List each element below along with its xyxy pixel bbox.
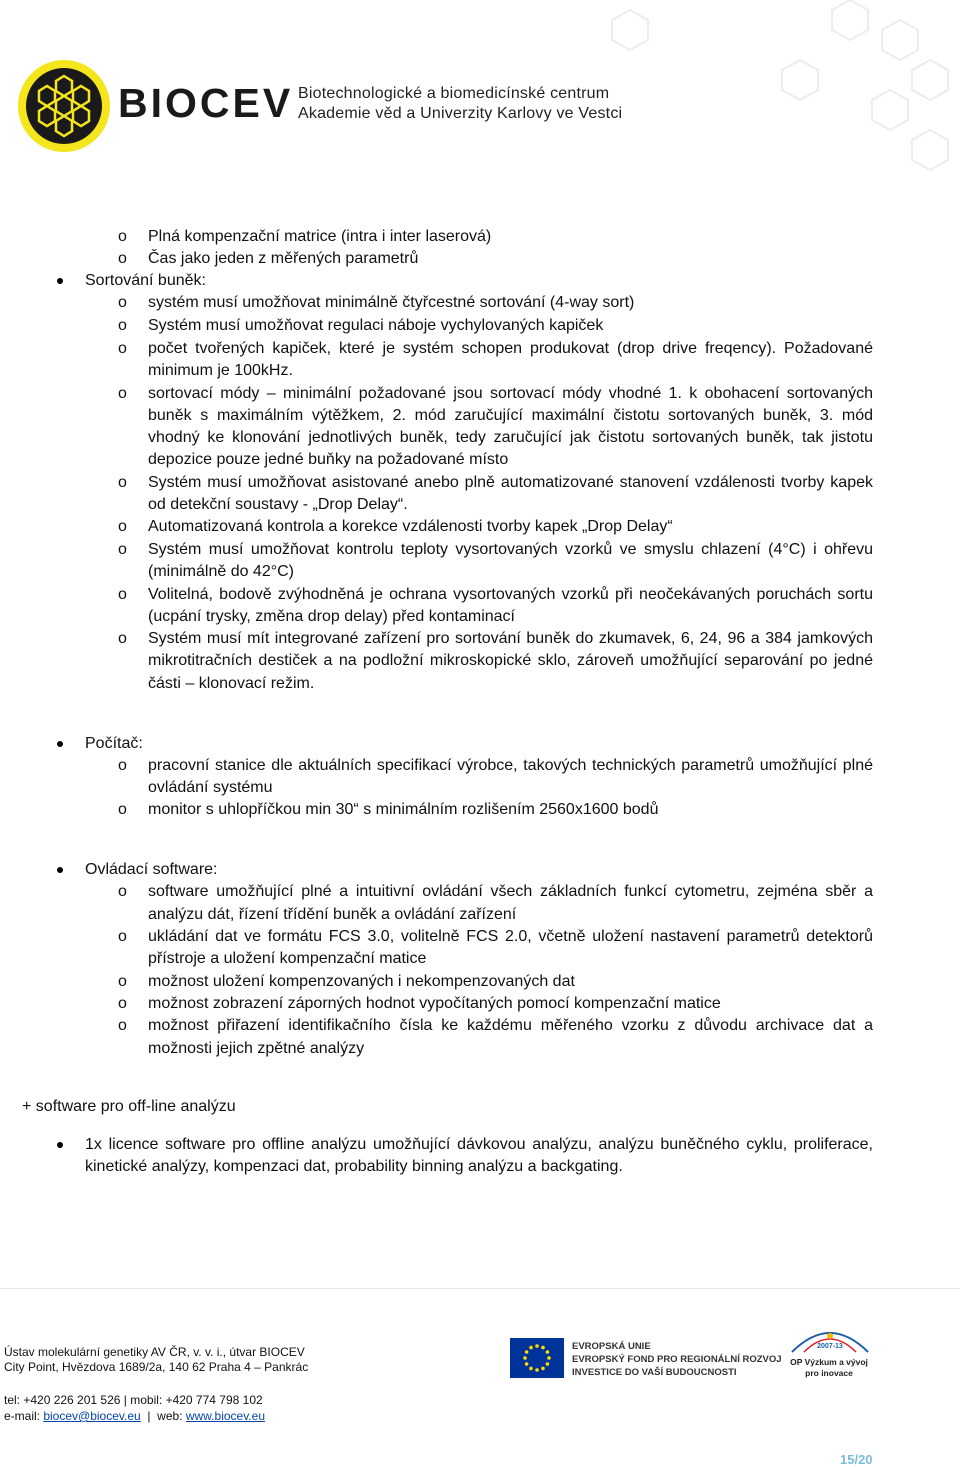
bullet-dot [57,867,63,873]
section-heading-software: Ovládací software: [85,861,218,878]
op-text [786,1357,872,1379]
sub-bullet: o [118,385,127,402]
list-item: Volitelná, bodově zvýhodněná je ochrana vysortovaných vzorků při neočekávaných poruchách sortu [148,586,873,603]
sub-bullet: o [118,928,127,945]
biocev-logo-icon [16,58,112,154]
list-item: Čas jako jeden z měřených parametrů [148,250,419,267]
bullet-dot [57,278,63,284]
list-item: Systém musí umožňovat kontrolu teploty vysortovaných vzorků ve smyslu chlazení (4°C) i ohřevu [148,541,873,558]
sub-bullet: o [118,228,127,245]
eu-text [572,1340,782,1379]
list-item: ukládání dat ve formátu FCS 3.0, volitelně FCS 2.0, včetně uložení nastavení parametrů detektorů [148,928,873,945]
op-line1: OP Výzkum a vývoj [790,1357,868,1367]
sub-bullet: o [118,541,127,558]
page-number: 15/20 [840,1452,873,1467]
list-item-cont: buněk s maximálním výtěžkem, 2. mód zaručující maximální čistotu sortovaných buněk, 3. mód [148,407,873,424]
list-item: Systém musí umožňovat regulaci náboje vychylovaných kapiček [148,317,604,334]
list-item-cont: kinetické analýzy, kompenzaci dat, probability binning analýzu a backgating. [85,1158,623,1175]
list-item: systém musí umožňovat minimálně čtyřcestné sortování (4-way sort) [148,294,635,311]
list-item: 1x licence software pro offline analýzu umožňující dávkovou analýzu, analýzu buněčného cyklu, proliferace, [85,1136,873,1153]
bullet-dot [57,1142,63,1148]
eu-flag-icon [510,1338,564,1378]
offline-heading: + software pro off-line analýzu [22,1098,236,1115]
tagline-line2: Akademie věd a Univerzity Karlovy ve Vestci [298,105,623,122]
logo-wordmark: BIOCEV [118,80,294,126]
sub-bullet: o [118,317,127,334]
list-item-cont: vhodný ke klonování jednotlivých buněk, tedy zaručující jak čistotu sortovaných buněk, tak jistotu [148,429,873,446]
sub-bullet: o [118,630,127,647]
list-item-cont: (ucpání trysky, změna drop delay) před kontaminací [148,608,515,625]
sub-bullet: o [118,757,127,774]
sub-bullet: o [118,973,127,990]
sub-bullet: o [118,340,127,357]
bullet-dot [57,741,63,747]
footer-contact [4,1409,265,1424]
eu-line3: INVESTICE DO VAŠÍ BUDOUCNOSTI [572,1367,737,1378]
sub-bullet: o [118,250,127,267]
list-item-cont: od detekční soustavy - „Drop Delay“. [148,496,408,513]
footer-divider [0,1288,960,1289]
list-item: monitor s uhlopříčkou min 30“ s minimálním rozlišením 2560x1600 bodů [148,801,659,818]
list-item-cont: mikrotitračních destiček a na podložní mikroskopické sklo, zároveň umožňující separování po jedné [148,652,873,669]
op-line2: pro inovace [805,1368,853,1378]
list-item: Automatizovaná kontrola a korekce vzdálenosti tvorby kapek „Drop Delay“ [148,518,673,535]
op-years: 2007-13 [817,1343,843,1350]
list-item-cont: (minimálně do 42°C) [148,563,295,580]
list-item: Systém musí mít integrované zařízení pro sortování buněk do zkumavek, 6, 24, 96 a 384 jamkových [148,630,873,647]
web-label: | web: [140,1409,186,1423]
list-item-cont: přístroje a uložení kompenzační matice [148,950,427,967]
list-item-cont: depozice pouze jedné buňky na požadované místo [148,451,509,468]
footer-phone: tel: +420 226 201 526 | mobil: +420 774 798 102 [4,1393,263,1407]
sub-bullet: o [118,294,127,311]
list-item-cont: části – klonovací režim. [148,675,315,692]
list-item-cont: možnosti jejich zpětné analýzy [148,1040,365,1057]
sub-bullet: o [118,995,127,1012]
list-item: sortovací módy – minimální požadované jsou sortovací módy vhodné 1. k obohacení sortovaných [148,385,873,402]
web-link[interactable]: www.biocev.eu [185,1409,265,1423]
sub-bullet: o [118,474,127,491]
sub-bullet: o [118,883,127,900]
email-label: e-mail: [4,1409,44,1423]
tagline-line1: Biotechnologické a biomedicínské centrum [298,85,610,102]
eu-line1: EVROPSKÁ UNIE [572,1341,651,1352]
section-heading-sorting: Sortování buněk: [85,272,206,289]
sub-bullet: o [118,586,127,603]
list-item: Systém musí umožňovat asistované anebo plně automatizované stanovení vzdálenosti tvorby kapek [148,474,873,491]
list-item: počet tvořených kapiček, které je systém schopen produkovat (drop drive freqency). Požadované [148,340,873,357]
footer-org: Ústav molekulární genetiky AV ČR, v. v. i., útvar BIOCEV [4,1345,305,1359]
list-item-cont: minimum je 100kHz. [148,362,293,379]
list-item: pracovní stanice dle aktuálních specifikací výrobce, takových technických parametrů umožňující plné [148,757,873,774]
list-item-cont: ovládání systému [148,779,273,796]
decorative-hexagon-pattern [600,0,960,200]
eu-line2: EVROPSKÝ FOND PRO REGIONÁLNÍ ROZVOJ [572,1354,782,1365]
section-heading-computer: Počítač: [85,735,143,752]
list-item: software umožňující plné a intuitivní ovládání všech základních funkcí cytometru, zejména sběr a [148,883,873,900]
sub-bullet: o [118,1017,127,1034]
list-item-cont: analýzu dát, řízení třídění buněk a ovládání zařízení [148,906,517,923]
list-item: možnost přiřazení identifikačního čísla ke každému měřeného vzorku z důvodu archivace dat a [148,1017,873,1034]
email-link[interactable]: biocev@biocev.eu [43,1409,141,1423]
list-item: Plná kompenzační matrice (intra i inter laserová) [148,228,492,245]
list-item: možnost zobrazení záporných hodnot vypočítaných pomocí kompenzační matice [148,995,721,1012]
sub-bullet: o [118,801,127,818]
op-vavpi-logo-icon [782,1318,878,1358]
header-tagline [298,84,622,124]
list-item: možnost uložení kompenzovaných i nekompenzovaných dat [148,973,575,990]
footer-address: City Point, Hvězdova 1689/2a, 140 62 Praha 4 – Pankrác [4,1360,309,1374]
sub-bullet: o [118,518,127,535]
